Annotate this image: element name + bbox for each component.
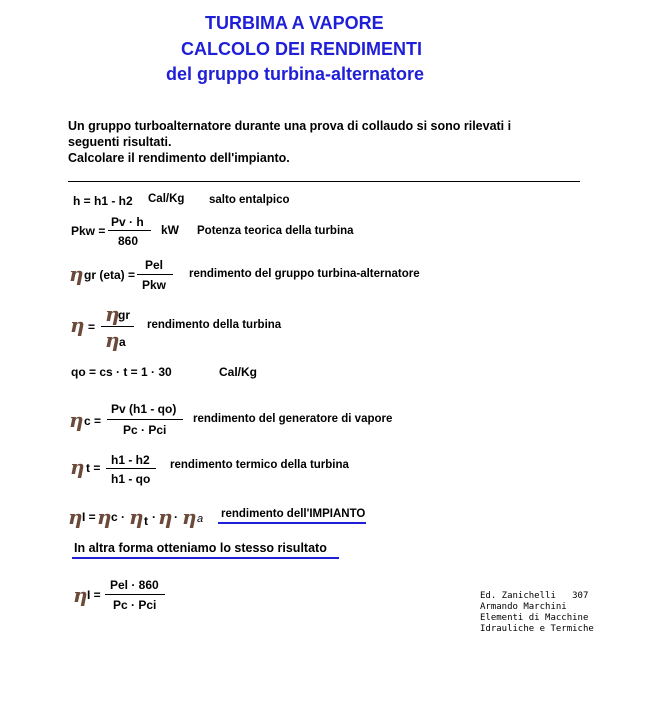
eta-icon: η [70,455,85,479]
formula-eta-i-c-sub: c [111,510,118,524]
formula-eta-c-lhs: c = [84,414,102,428]
credit-line-1: Ed. Zanichelli 307 [480,591,589,601]
formula-eta-t-numerator: h1 - h2 [111,453,150,467]
fraction-bar [137,274,173,275]
formula-eta-i-desc: rendimento dell'IMPIANTO [221,508,366,520]
formula-eta-desc: rendimento della turbina [147,319,282,331]
formula-eta-gr-lhs: gr (eta) = [84,268,136,282]
formula-qo: qo = cs · t = 1 · 30 [71,365,172,379]
formula-pkw-unit: kW [161,223,179,237]
fraction-bar [106,468,156,469]
formula-eta-gr-numerator: Pel [145,258,164,272]
formula-eta-i2-numerator: Pel · 860 [110,578,159,592]
formula-h: h = h1 - h2 [73,194,133,208]
formula-pkw-lhs: Pkw = [71,224,106,238]
formula-eta-i-a-sub: a [197,513,204,525]
formula-eta-den-sub: a [119,335,126,349]
formula-eta-gr-desc: rendimento del gruppo turbina-alternatore [189,268,420,280]
title-line-2: CALCOLO DEI RENDIMENTI [181,39,422,59]
fraction-bar [108,230,151,231]
underline [218,522,366,524]
intro-line-1: Un gruppo turboalternatore durante una prova di collaudo si sono rilevati i [68,119,512,133]
formula-eta-c-denominator: Pc · Pci [123,423,167,437]
multiply-dot: · [121,510,125,524]
formula-pkw-desc: Potenza teorica della turbina [197,225,354,237]
credit-line-3: Elementi di Macchine [480,613,589,623]
multiply-dot: · [174,510,178,524]
formula-qo-unit: Cal/Kg [219,365,258,379]
fraction-bar [101,326,134,327]
formula-eta-gr-denominator: Pkw [142,278,167,292]
separator-line [68,181,580,182]
formula-pkw-denominator: 860 [118,234,139,248]
eta-icon: η [158,505,173,529]
credit-line-4: Idrauliche e Termiche [480,624,594,634]
formula-h-unit: Cal/Kg [148,193,185,205]
intro-line-3: Calcolare il rendimento dell'impianto. [68,151,290,165]
eta-icon: η [70,313,85,337]
formula-pkw-numerator: Pv · h [111,215,144,229]
eta-icon: η [129,505,144,529]
eta-icon: η [73,583,88,607]
formula-eta-i2-lhs: I = [87,588,101,602]
credit-line-2: Armando Marchini [480,602,567,612]
eta-icon: η [68,505,83,529]
eta-icon: η [69,262,84,286]
formula-eta-c-desc: rendimento del generatore di vapore [193,413,393,425]
formula-eta-i-lhs: I = [82,510,96,524]
title-line-1: TURBIMA A VAPORE [205,13,384,33]
eta-icon: η [182,505,197,529]
formula-h-desc: salto entalpico [209,194,290,206]
multiply-dot: · [152,510,156,524]
formula-eta-i-t-sub: t [144,514,148,528]
fraction-bar [107,419,183,420]
formula-eta-c-numerator: Pv (h1 - qo) [111,402,177,416]
fraction-bar [105,594,165,595]
eta-icon: η [97,505,112,529]
title-line-3: del gruppo turbina-alternatore [166,64,425,84]
eta-icon: η [105,302,120,326]
formula-eta-t-lhs: t = [86,461,101,475]
underline [72,557,339,559]
intro-line-2: seguenti risultati. [68,135,172,149]
formula-eta-t-desc: rendimento termico della turbina [170,459,349,471]
eta-icon: η [69,408,84,432]
other-form-heading: In altra forma otteniamo lo stesso risultato [74,541,327,555]
formula-eta-t-denominator: h1 - qo [111,472,151,486]
eta-icon: η [105,328,120,352]
formula-eta-i2-denominator: Pc · Pci [113,598,157,612]
formula-eta-num-sub: gr [118,308,130,322]
formula-eta-lhs: = [88,320,96,334]
